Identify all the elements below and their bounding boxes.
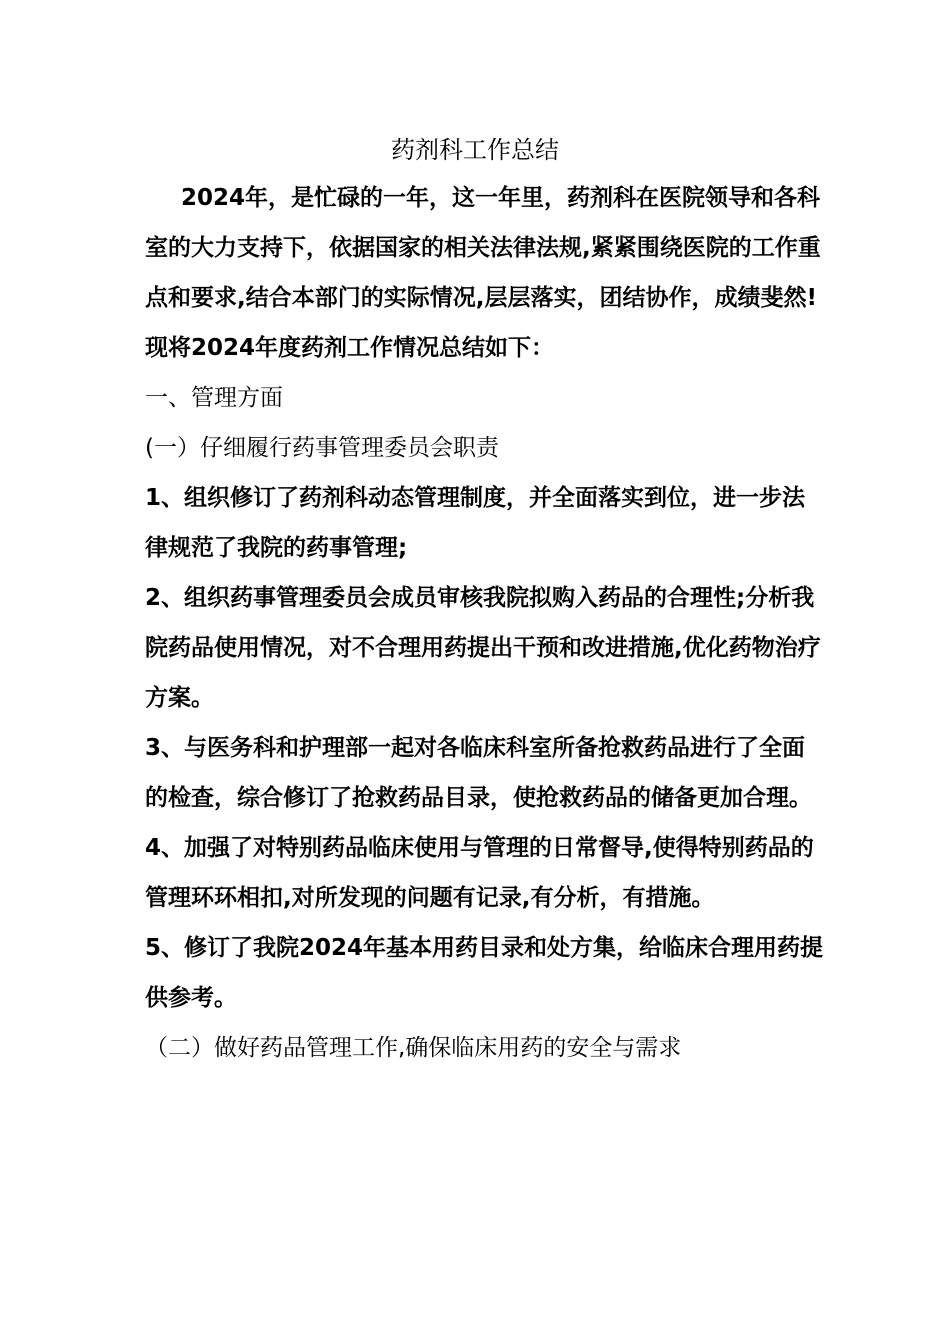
section-heading: 一、管理方面 [145,385,283,411]
subsection-heading-2: （二）做好药品管理工作,确保临床用药的安全与需求 [145,1035,682,1061]
document-title: 药剂科工作总结 [391,136,559,164]
list-item-5: 5、修订了我院2024年基本用药目录和处方集，给临床合理用药提供参考。 [145,935,824,1011]
list-item-2: 2、组织药事管理委员会成员审核我院拟购入药品的合理性;分析我院药品使用情况，对不合理用药提出干预和改进措施,优化药物治疗方案。 [145,585,821,711]
summary-lead: 现将2024年度药剂工作情况总结如下： [145,335,555,361]
intro-paragraph: 2024年，是忙碌的一年，这一年里，药剂科在医院领导和各科室的大力支持下，依据国家的相关法律法规,紧紧围绕医院的工作重点和要求,结合本部门的实际情况,层层落实，团结协作，成绩斐然! [145,185,821,311]
list-item-4: 4、加强了对特别药品临床使用与管理的日常督导,使得特别药品的管理环环相扣,对所发现的问题有记录,有分析，有措施。 [145,835,814,911]
subsection-heading: (一）仔细履行药事管理委员会职责 [145,435,499,461]
document-body [145,173,825,1073]
list-item-3: 3、与医务科和护理部一起对各临床科室所备抢救药品进行了全面的检查，综合修订了抢救药品目录，使抢救药品的储备更加合理。 [145,735,812,811]
list-item-1: 1、组织修订了药剂科动态管理制度，并全面落实到位，进一步法律规范了我院的药事管理; [145,485,806,561]
